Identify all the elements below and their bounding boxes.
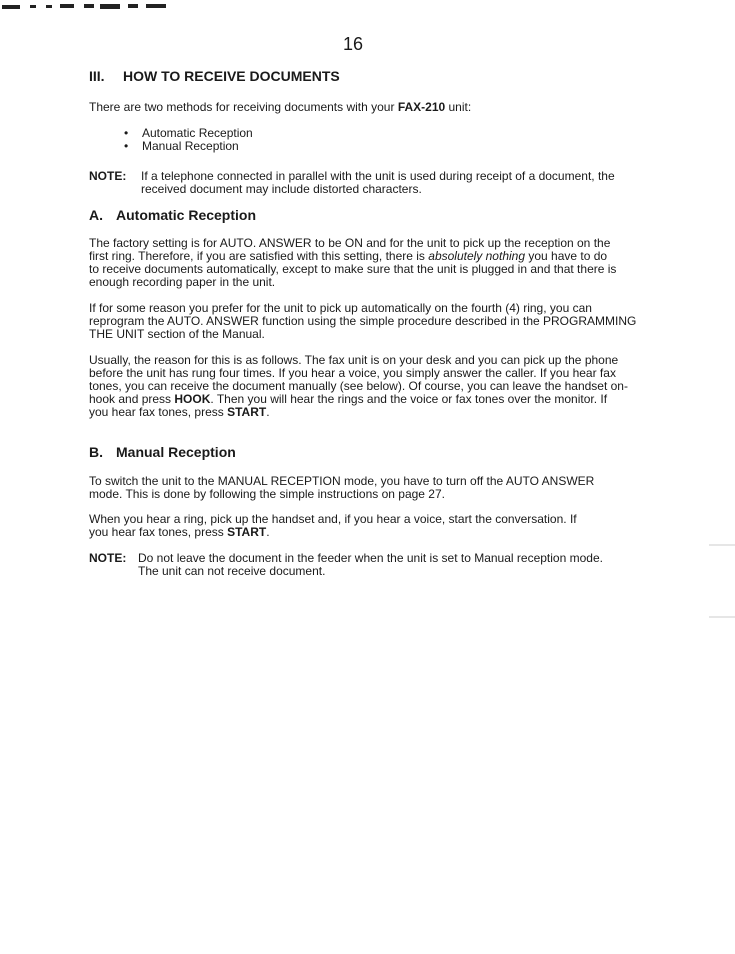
intro-paragraph: There are two methods for receiving documents with your FAX-210 unit: — [89, 100, 472, 114]
note-label: NOTE: — [89, 169, 127, 183]
key-start: START — [227, 405, 267, 419]
note-feeder: NOTE: Do not leave the document in the feeder when the unit is set to Manual reception mode. The unit can not receive document. — [89, 551, 603, 578]
section-heading — [89, 68, 340, 84]
note-label: NOTE: — [89, 551, 127, 565]
section-number: III. — [89, 68, 105, 84]
manual-reception-heading: B. Manual Reception — [89, 444, 236, 460]
automatic-paragraph-3: Usually, the reason for this is as follows. The fax unit is on your desk and you can pick up the phone before the unit has rung four times. If you hear a voice, you simply answer the caller. If you hear fax tones, you can receive the document manually (see below). Of course, you can leave the handset on- hook and press HOOK. Then you will hear the rings and the voice or fax tones over the monitor. If you hear fax tones, press START. — [89, 353, 628, 419]
list-item: • Manual Reception — [124, 140, 253, 153]
automatic-reception-heading: A. Automatic Reception — [89, 207, 257, 223]
section-title: HOW TO RECEIVE DOCUMENTS — [123, 68, 340, 84]
key-start: START — [227, 525, 267, 539]
automatic-paragraph-2: If for some reason you prefer for the unit to pick up automatically on the fourth (4) ring, you can reprogram the AUTO. ANSWER function using the simple procedure described in the PROGRAMMING THE UNIT section of the Manual. — [89, 301, 637, 341]
reception-methods-list — [124, 127, 253, 153]
manual-paragraph-1: To switch the unit to the MANUAL RECEPTION mode, you have to turn off the AUTO ANSWER mode. This is done by following the simple instructions on page 27. — [89, 474, 595, 501]
manual-paragraph-2: When you hear a ring, pick up the handset and, if you hear a voice, start the conversation. If you hear fax tones, press START. — [89, 512, 577, 539]
note-parallel-phone: NOTE: If a telephone connected in parallel with the unit is used during receipt of a document, the received document may include distorted characters. — [89, 169, 615, 196]
scan-edge-lines — [705, 0, 735, 954]
emphasis: absolutely nothing — [428, 249, 526, 263]
list-item: • Automatic Reception — [124, 127, 253, 140]
key-hook: HOOK — [174, 392, 211, 406]
model-name: FAX-210 — [397, 100, 446, 114]
automatic-paragraph-1: The factory setting is for AUTO. ANSWER to be ON and for the unit to pick up the reception on the first ring. Therefore, if you are satisfied with this setting, there is absolutely nothing you have to do to receive documents automatically, except to make sure that the unit is plugged in and that there is enough recording paper in the unit. — [89, 236, 617, 289]
page-number: 16 — [343, 34, 364, 54]
scan-artifact-marks — [0, 0, 180, 16]
